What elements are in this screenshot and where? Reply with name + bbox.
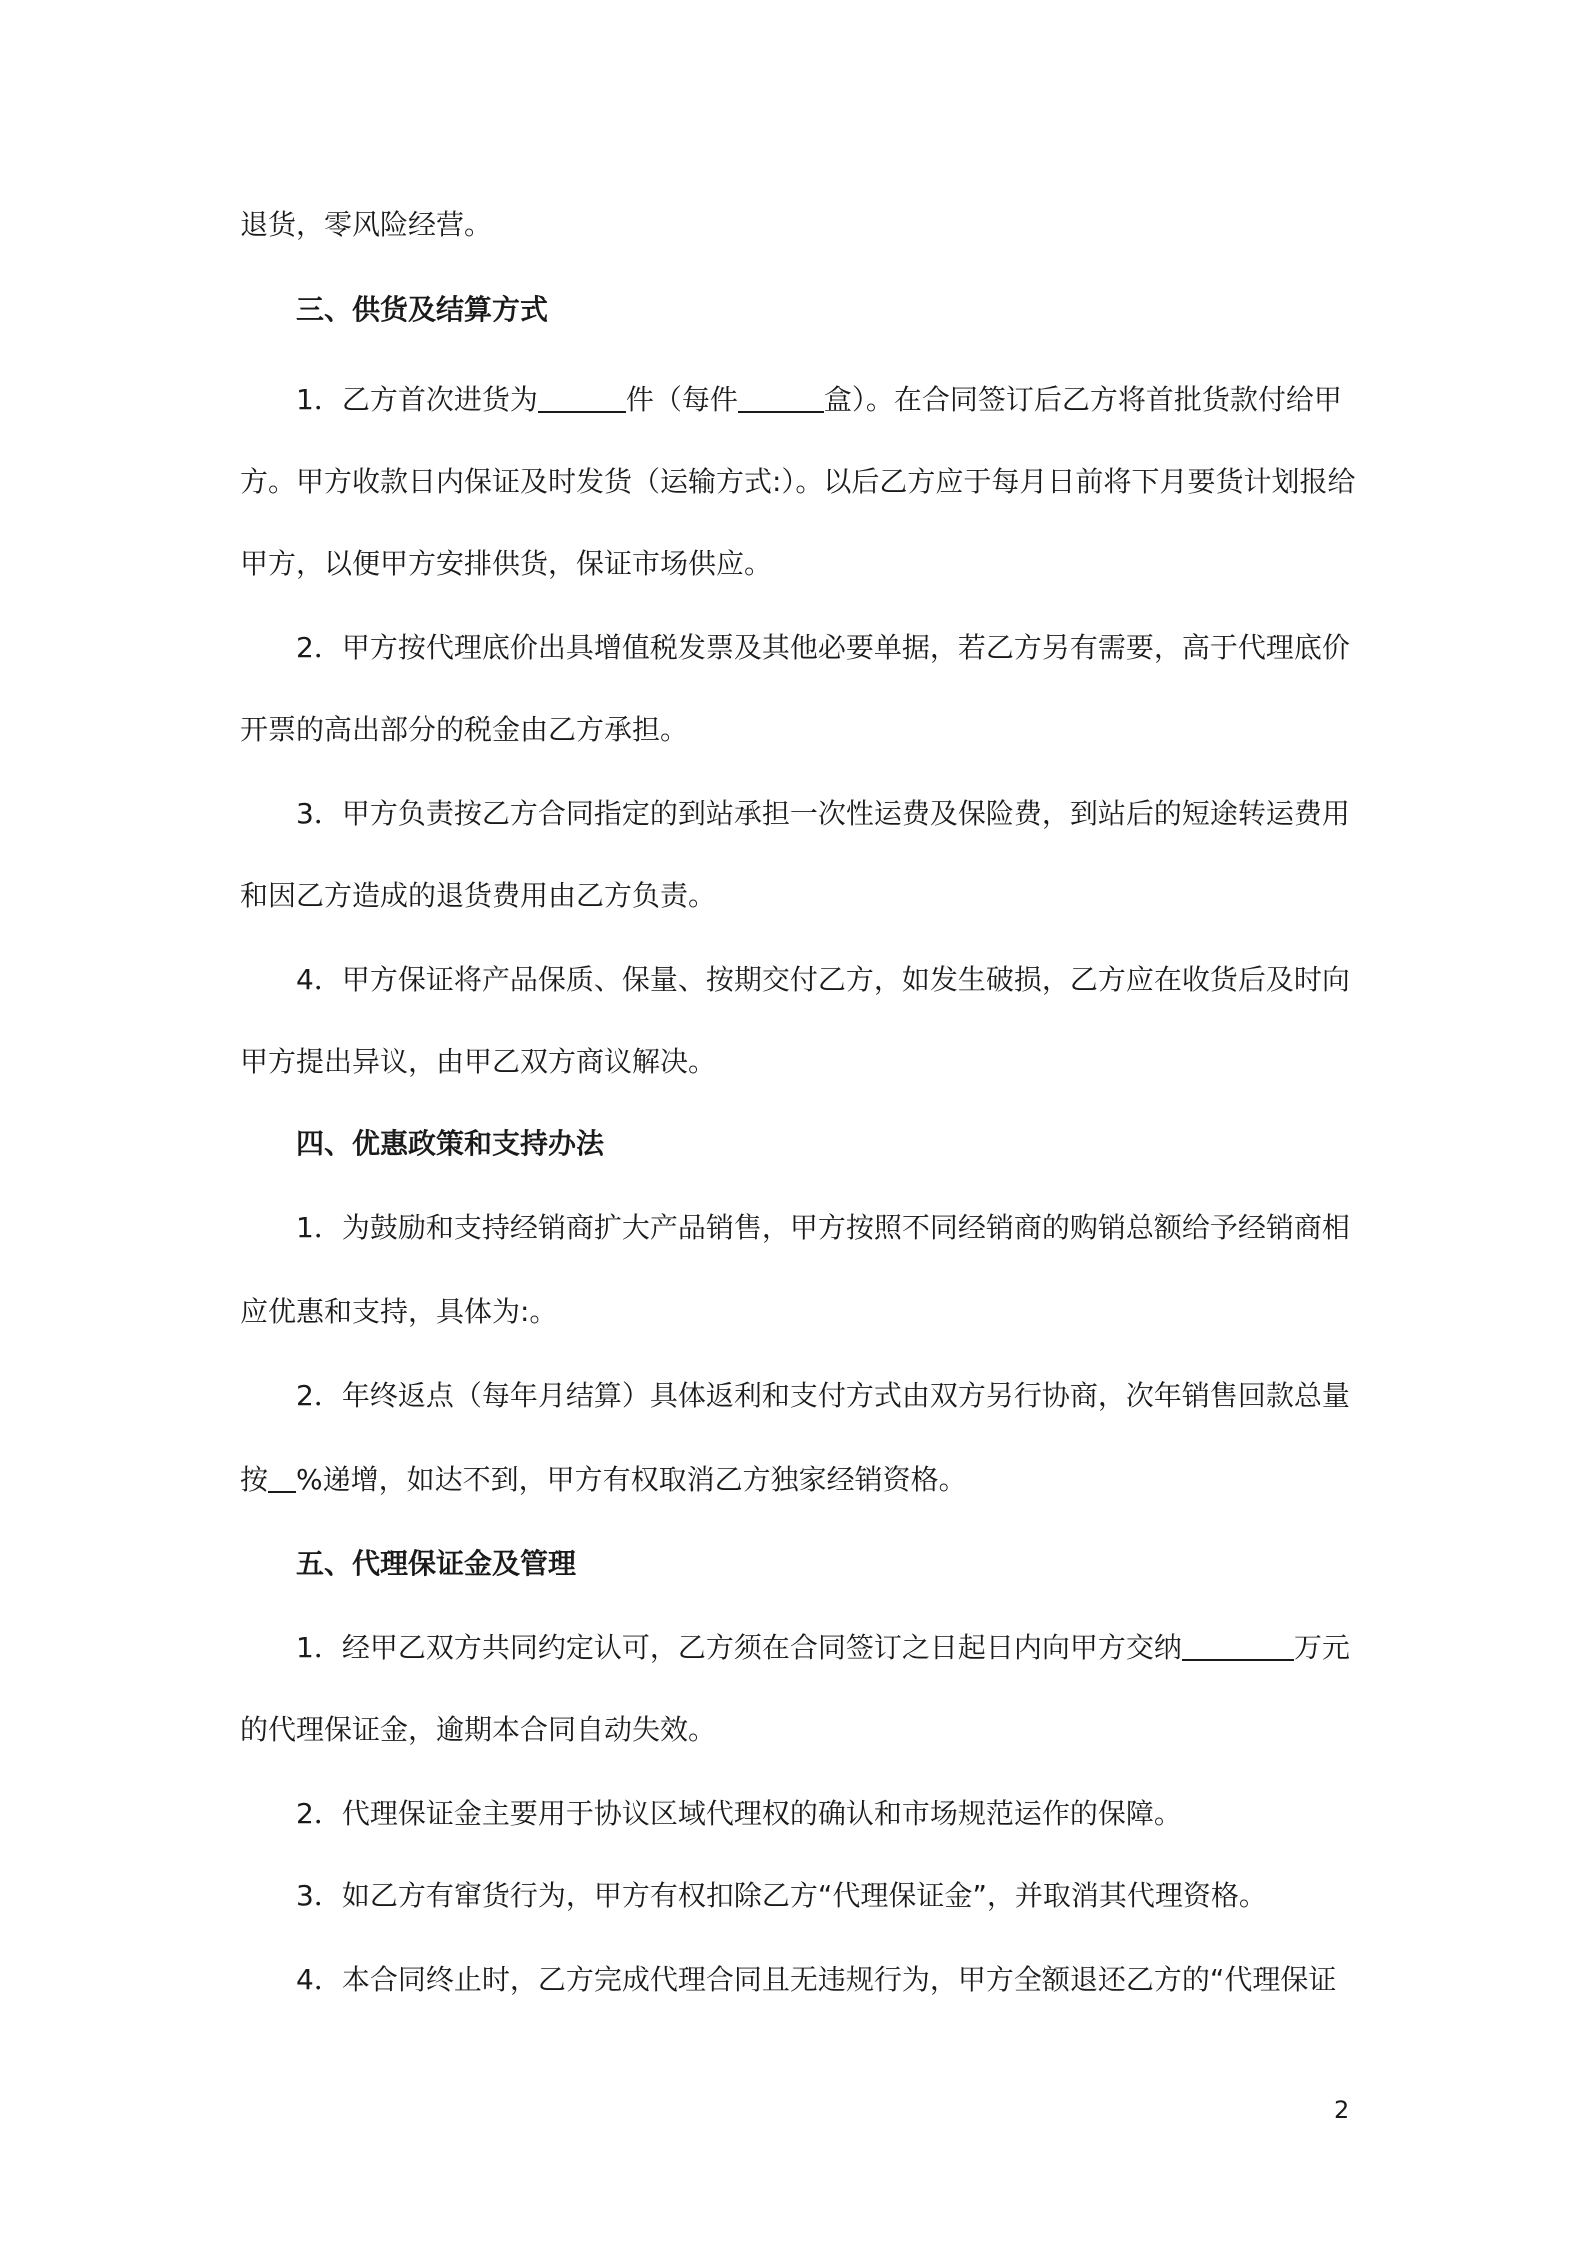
text-span: 1．乙方首次进货为: [296, 383, 538, 416]
text-span: 1．经甲乙双方共同约定认可，乙方须在合同签订之日起日内向甲方交纳: [296, 1631, 1182, 1664]
page-number: 2: [1334, 2096, 1350, 2124]
text-span: 按: [240, 1463, 269, 1496]
paragraph-line: 退货，零风险经营。: [240, 208, 493, 241]
paragraph-line: [296, 1628, 1350, 1668]
section-heading-5: 五、代理保证金及管理: [296, 1547, 577, 1580]
paragraph-line: 2．甲方按代理底价出具增值税发票及其他必要单据，若乙方另有需要，高于代理底价: [296, 631, 1350, 664]
section-heading-3: 三、供货及结算方式: [296, 293, 549, 326]
paragraph-line: 3．如乙方有窜货行为，甲方有权扣除乙方“代理保证金”，并取消其代理资格。: [296, 1879, 1267, 1912]
fill-blank: [1182, 1629, 1294, 1661]
paragraph-line: 方。甲方收款日内保证及时发货（运输方式:）。以后乙方应于每月日前将下月要货计划报给: [240, 465, 1356, 498]
paragraph-line: 甲方提出异议，由甲乙双方商议解决。: [240, 1045, 717, 1078]
text-span: %递增，如达不到，甲方有权取消乙方独家经销资格。: [296, 1463, 967, 1496]
paragraph-line: 开票的高出部分的税金由乙方承担。: [240, 713, 689, 746]
fill-blank: [268, 1461, 296, 1493]
paragraph-line: 应优惠和支持，具体为:。: [240, 1295, 558, 1328]
fill-blank: [538, 381, 626, 413]
paragraph-line: 甲方，以便甲方安排供货，保证市场供应。: [240, 547, 773, 580]
paragraph-line: [296, 380, 1342, 420]
fill-blank: [738, 381, 824, 413]
paragraph-line: [240, 1460, 967, 1500]
paragraph-line: 1．为鼓励和支持经销商扩大产品销售，甲方按照不同经销商的购销总额给予经销商相: [296, 1211, 1350, 1244]
paragraph-line: 的代理保证金，逾期本合同自动失效。: [240, 1713, 717, 1746]
paragraph-line: 3．甲方负责按乙方合同指定的到站承担一次性运费及保险费，到站后的短途转运费用: [296, 797, 1350, 830]
text-span: 件（每件: [625, 383, 738, 416]
paragraph-line: 2．代理保证金主要用于协议区域代理权的确认和市场规范运作的保障。: [296, 1797, 1182, 1830]
paragraph-line: 2．年终返点（每年月结算）具体返利和支付方式由双方另行协商，次年销售回款总量: [296, 1379, 1350, 1412]
paragraph-line: 4．甲方保证将产品保质、保量、按期交付乙方，如发生破损，乙方应在收货后及时向: [296, 963, 1350, 996]
paragraph-line: 和因乙方造成的退货费用由乙方负责。: [240, 879, 717, 912]
section-heading-4: 四、优惠政策和支持办法: [296, 1127, 605, 1160]
text-span: 万元: [1293, 1631, 1350, 1664]
paragraph-line: 4．本合同终止时，乙方完成代理合同且无违规行为，甲方全额退还乙方的“代理保证: [296, 1963, 1337, 1996]
text-span: 盒）。在合同签订后乙方将首批货款付给甲: [823, 383, 1342, 416]
